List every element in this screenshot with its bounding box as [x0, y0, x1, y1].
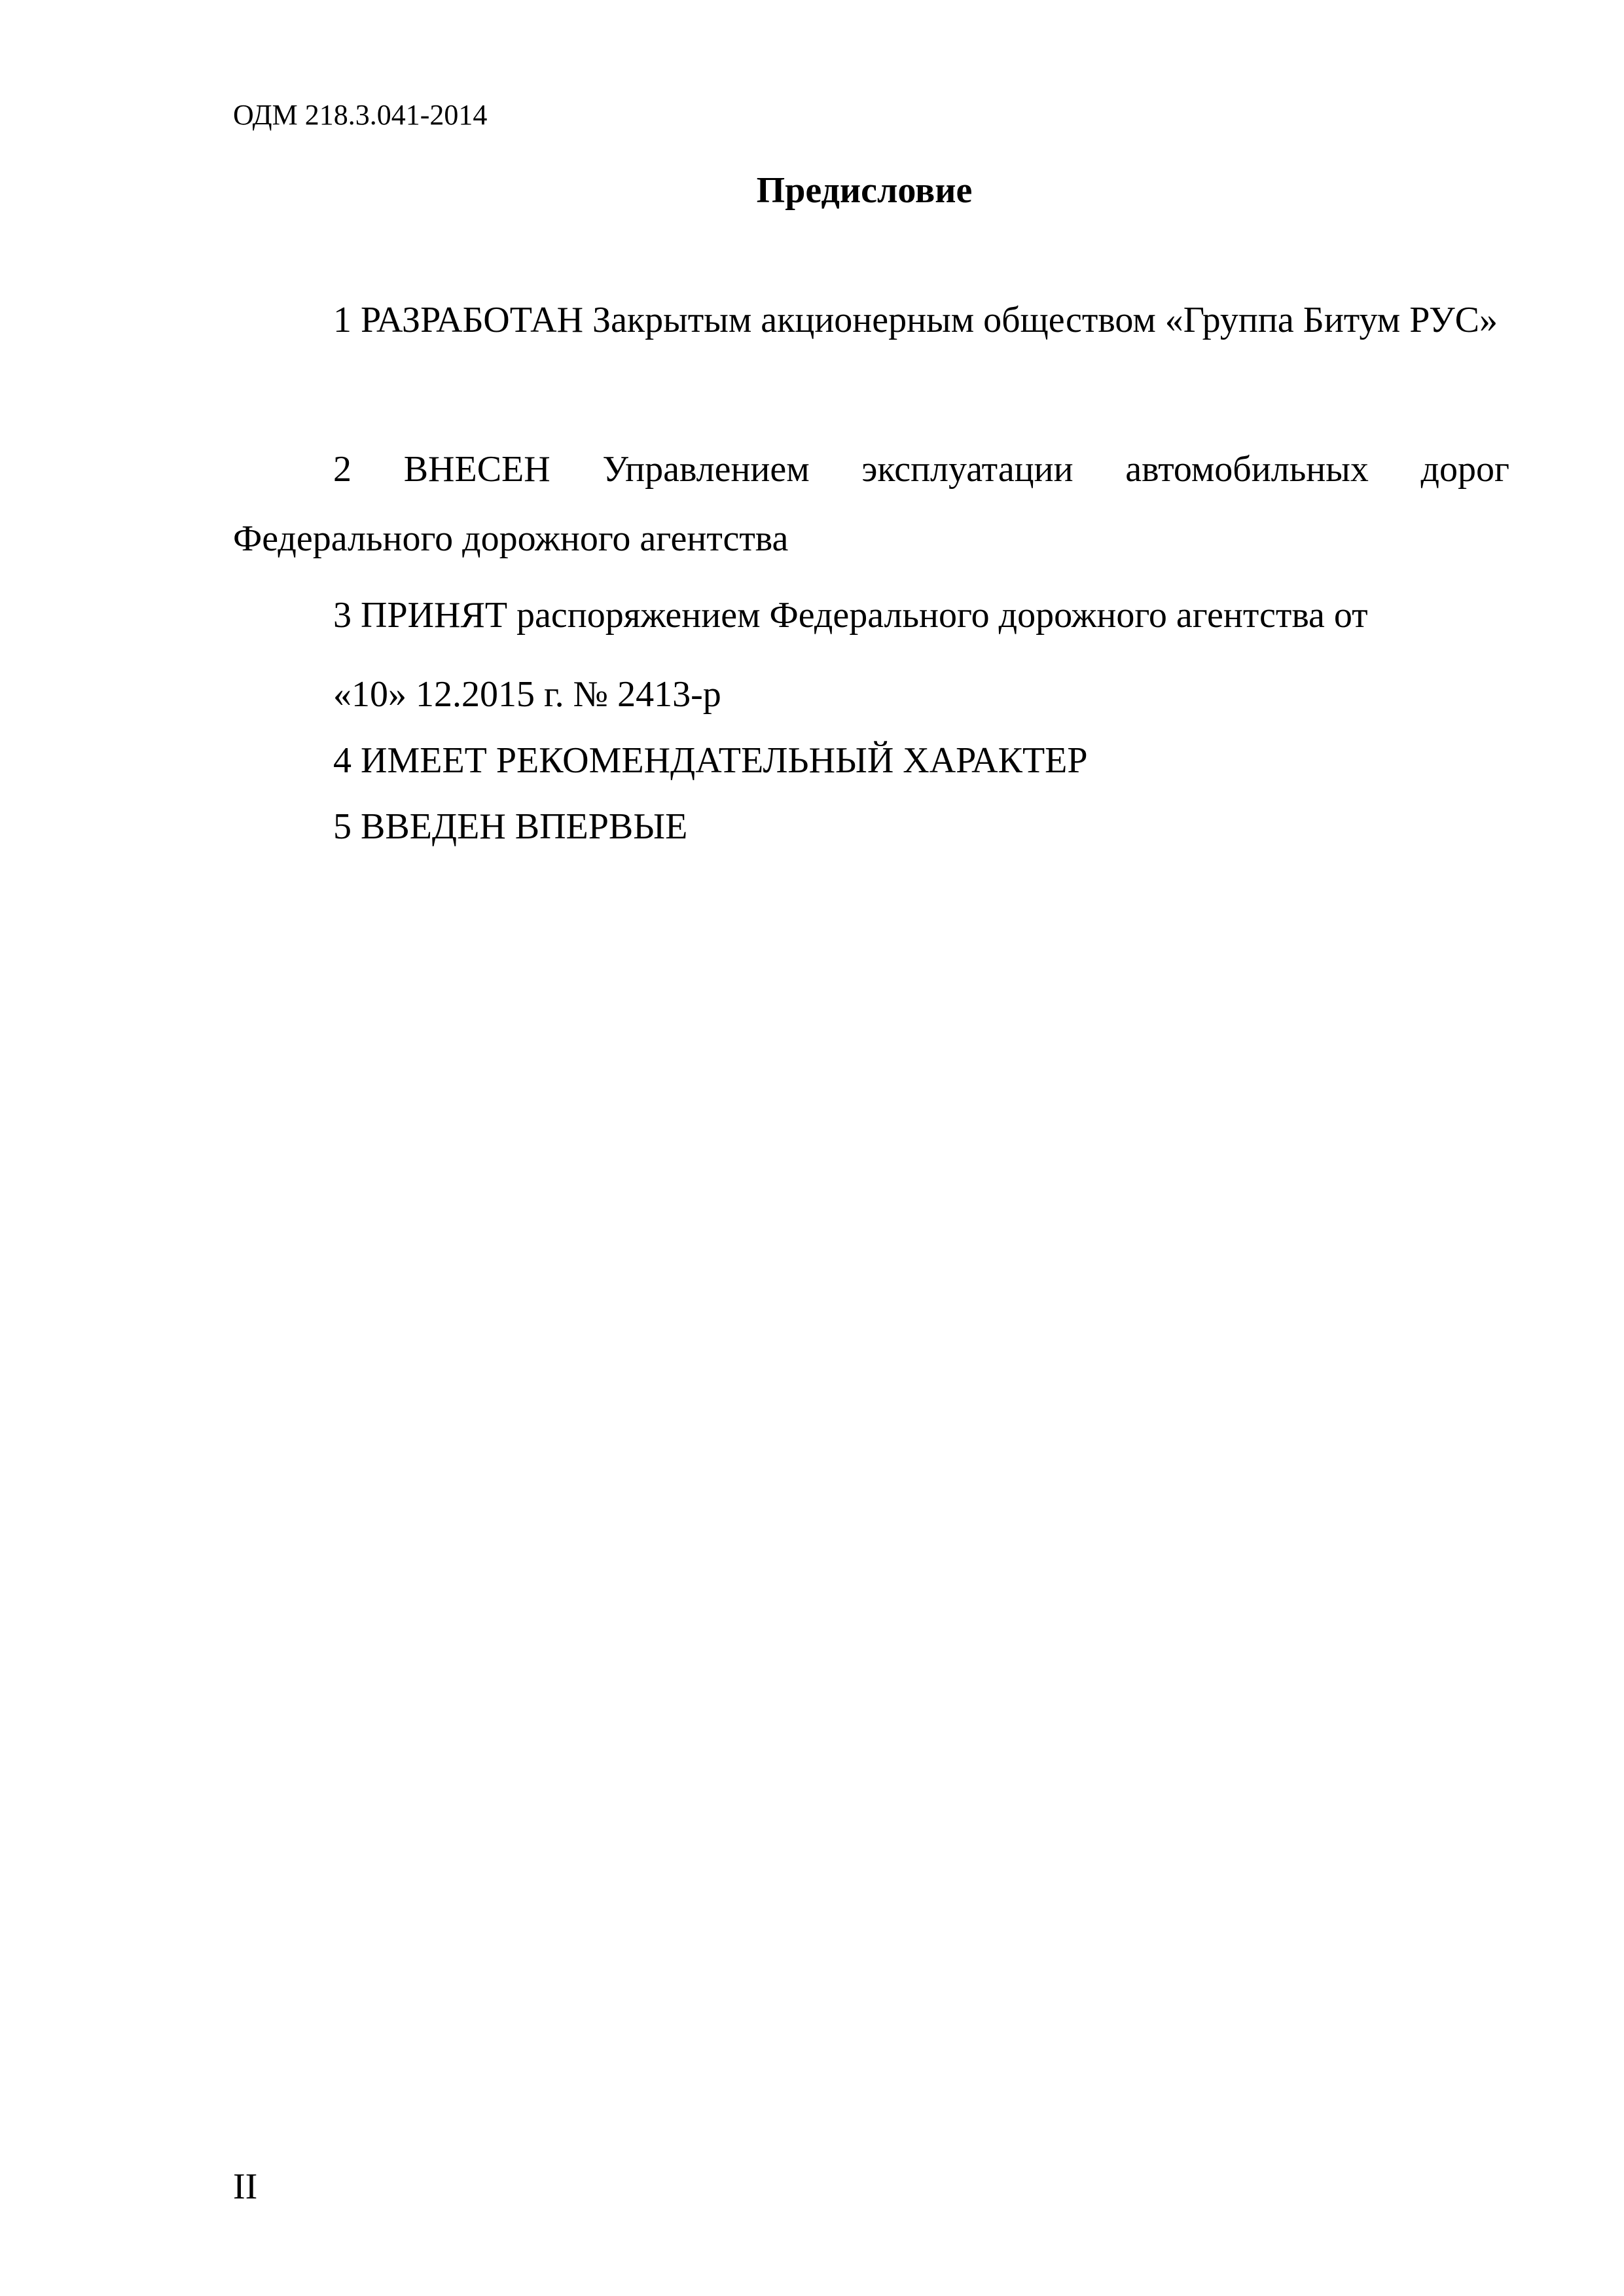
- item-developed: 1 РАЗРАБОТАН Закрытым акционерным обществом «Группа Битум РУС»: [333, 300, 1498, 340]
- item-adopted-date: «10» 12.2015 г. № 2413-р: [333, 674, 721, 715]
- item-introduced-first: 5 ВВЕДЕН ВПЕРВЫЕ: [333, 806, 688, 847]
- item-recommendatory: 4 ИМЕЕТ РЕКОМЕНДАТЕЛЬНЫЙ ХАРАКТЕР: [333, 740, 1088, 781]
- item-submitted: 2 ВНЕСЕН Управлением эксплуатации автомобильных дорог Федерального дорожного агентства: [233, 449, 1509, 559]
- page-title: Предисловие: [756, 170, 973, 211]
- page-number: II: [233, 2166, 258, 2207]
- item-adopted: 3 ПРИНЯТ распоряжением Федерального дорожного агентства от: [333, 595, 1368, 636]
- document-code: ОДМ 218.3.041-2014: [233, 99, 488, 131]
